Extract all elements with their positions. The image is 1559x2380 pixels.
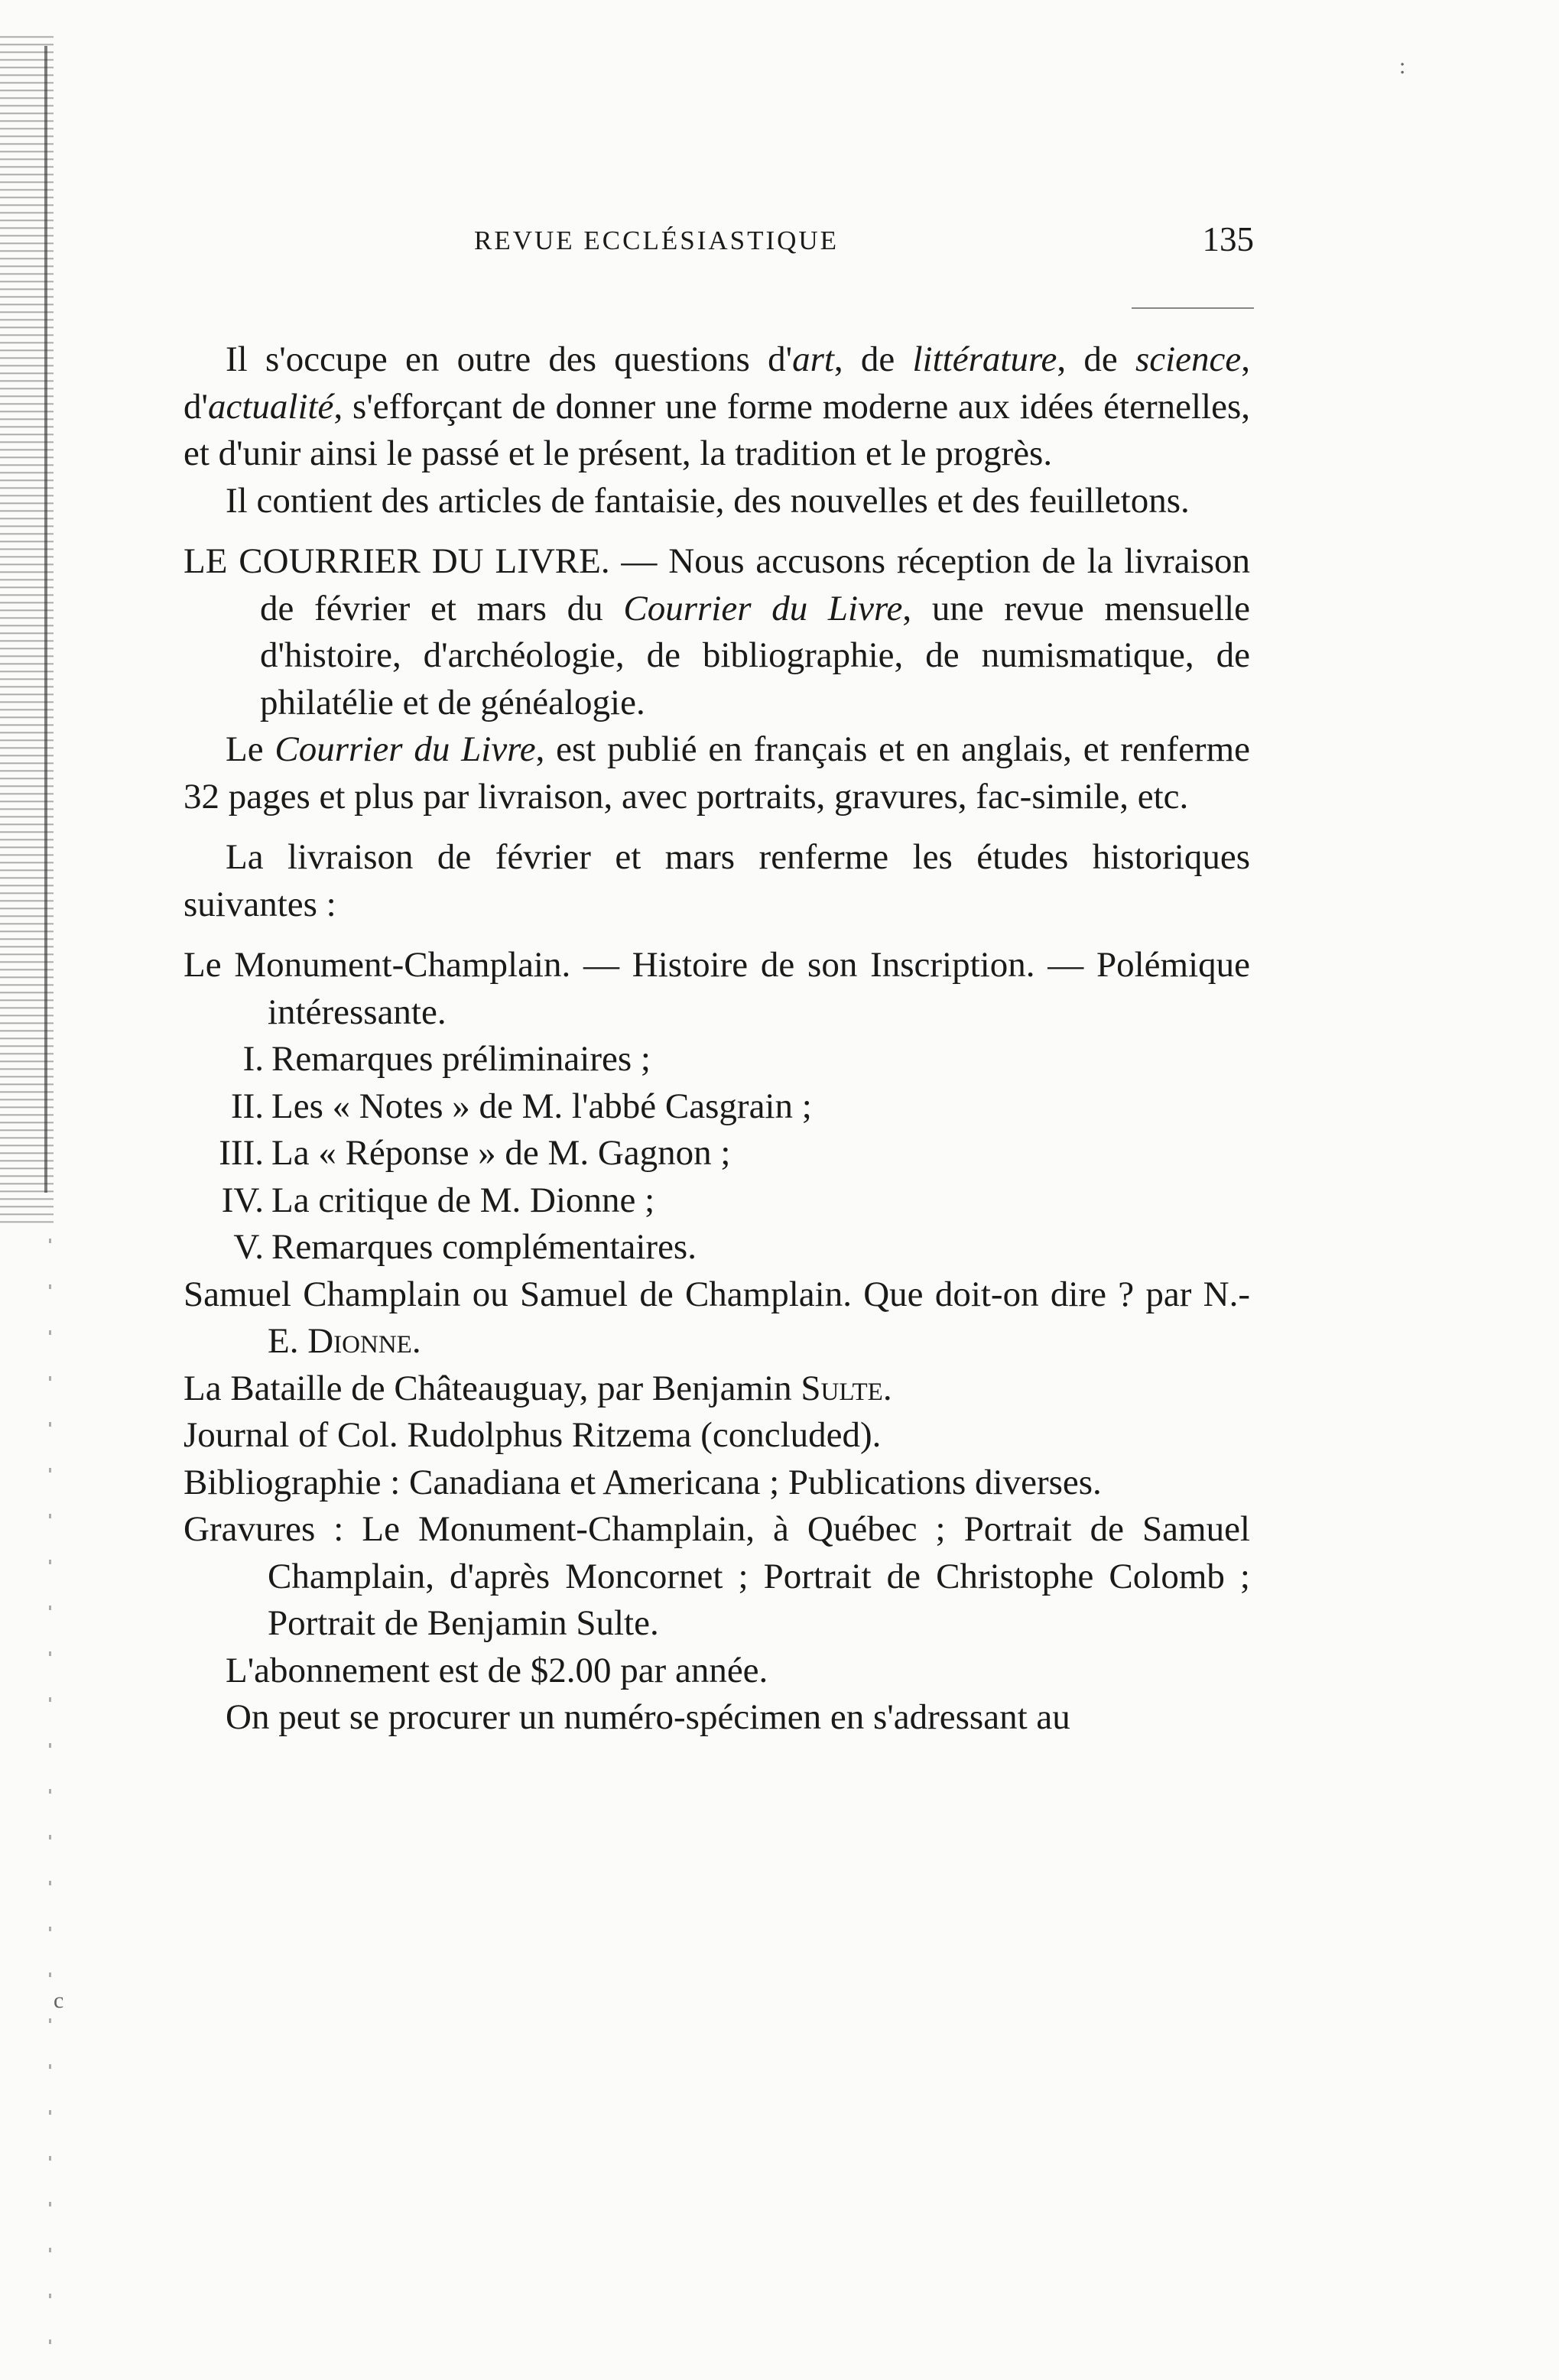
paragraph-fantaisie: Il contient des articles de fantaisie, des nouvelles et des feuilletons. <box>226 480 1190 521</box>
running-title: REVUE ECCLÉSIASTIQUE <box>474 226 840 255</box>
section-heading: LE COURRIER DU LIVRE. <box>184 541 610 581</box>
binding-dots <box>49 1239 51 2370</box>
header-rule <box>1132 307 1254 309</box>
paragraph-livraison: La livraison de février et mars renferme les études historiques suivantes : <box>184 837 1250 924</box>
toc-samuel: Samuel Champlain ou Samuel de Champlain. Que doit-on dire ? par N.-E. Dionne. <box>184 1274 1250 1361</box>
toc-item: III. La « Réponse » de M. Gagnon ; <box>219 1133 731 1173</box>
toc-item: I. Remarques préliminaires ; <box>242 1039 651 1079</box>
scan-speck: c <box>54 1988 64 2013</box>
paragraph-abonnement: L'abonnement est de $2.00 par année. <box>226 1650 768 1690</box>
toc-bibliographie: Bibliographie : Canadiana et Americana ; Publications diverses. <box>184 1462 1102 1502</box>
paragraph-publication: Le Courrier du Livre, est publié en français et en anglais, et renferme 32 pages et plus par livraison, avec portraits, gravures, fac-simile, etc. <box>184 729 1251 817</box>
paragraph-art: Il s'occupe en outre des questions d'art, de littérature, de science, d'actualité, s'efforçant de donner une forme moderne aux idées éternelles, et d'unir ainsi le passé et le présent, la tradition et le progrès. <box>184 339 1250 473</box>
scan-speck: : <box>1399 54 1406 79</box>
author-sulte: Sulte <box>801 1368 883 1408</box>
toc-monument: Le Monument-Champlain. — Histoire de son Inscription. — Polémique intéressante. <box>184 945 1250 1032</box>
paragraph-courrier: LE COURRIER DU LIVRE. — Nous accusons réception de la livraison de février et mars du Courrier du Livre, une revue mensuelle d'histoire, d'archéologie, de bibliographie, de numismatique, de philatélie et de généalogie. <box>184 541 1251 722</box>
toc-gravures: Gravures : Le Monument-Champlain, à Québec ; Portrait de Samuel Champlain, d'après Moncornet ; Portrait de Christophe Colomb ; Portrait de Benjamin Sulte. <box>184 1509 1250 1643</box>
toc-item: II. Les « Notes » de M. l'abbé Casgrain ; <box>230 1086 812 1126</box>
binding-shadow <box>44 46 47 1193</box>
toc-item: V. Remarques complémentaires. <box>233 1227 697 1267</box>
page-header <box>184 220 1254 271</box>
page-body <box>184 336 1250 1742</box>
paragraph-specimen: On peut se procurer un numéro-spécimen en s'adressant au <box>226 1697 1070 1737</box>
toc-item: IV. La critique de M. Dionne ; <box>221 1180 655 1220</box>
page-number: 135 <box>1202 220 1254 258</box>
toc-bataille: La Bataille de Châteauguay, par Benjamin Sulte. <box>184 1368 892 1408</box>
author-dionne: Dionne <box>307 1321 412 1361</box>
toc-journal: Journal of Col. Rudolphus Ritzema (concluded). <box>184 1415 882 1455</box>
